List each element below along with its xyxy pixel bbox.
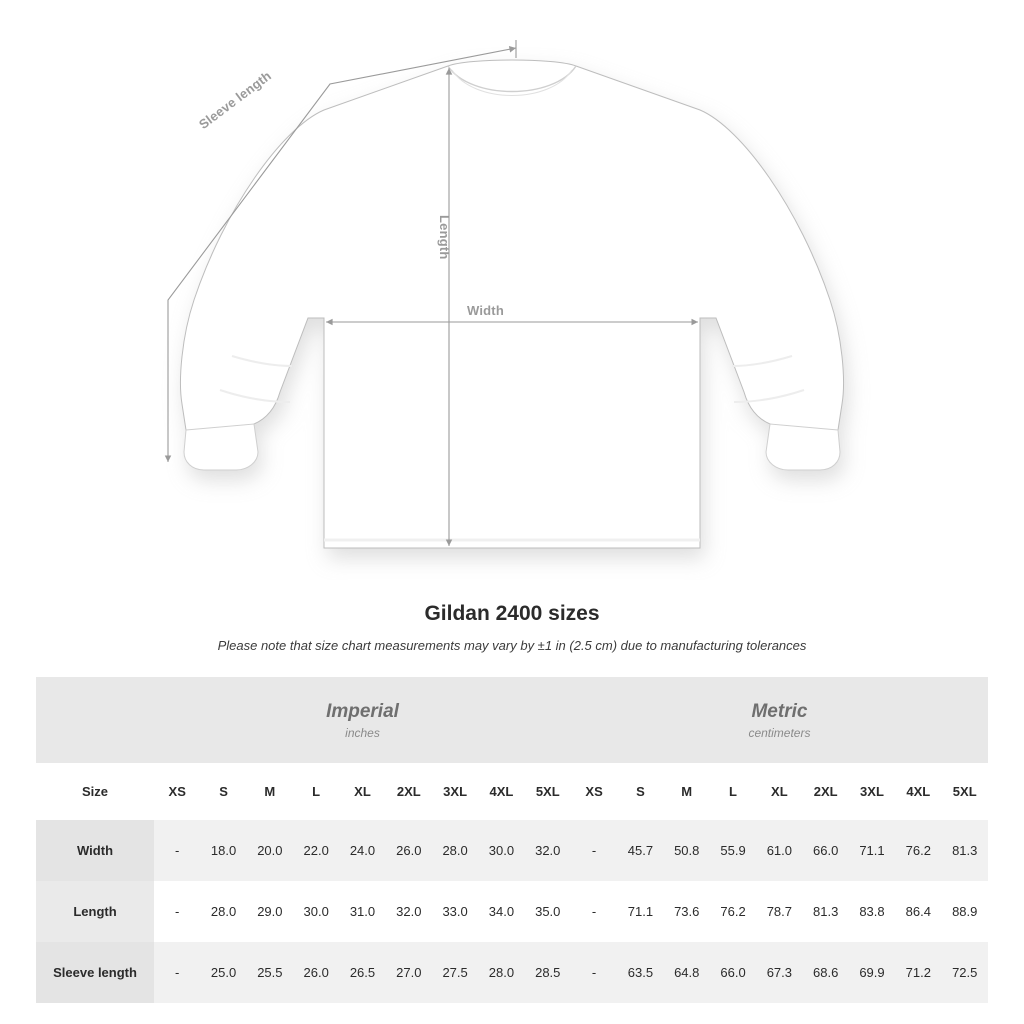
title-block bbox=[0, 602, 1024, 653]
system-header-row bbox=[36, 677, 988, 763]
measurement-value: 25.5 bbox=[247, 942, 293, 1003]
size-column-header: 2XL bbox=[803, 763, 849, 820]
system-header-metric bbox=[571, 677, 988, 763]
measurement-value: 35.0 bbox=[535, 904, 561, 919]
measurement-value: 24.0 bbox=[339, 820, 385, 881]
measurement-value: 32.0 bbox=[396, 904, 422, 919]
size-column-header: 5XL bbox=[525, 763, 571, 820]
size-column-header: XS bbox=[154, 763, 200, 820]
measurement-value: 71.1 bbox=[627, 904, 654, 919]
measurement-value: - bbox=[591, 904, 597, 919]
measurement-value: 28.0 bbox=[478, 942, 524, 1003]
size-column-header: M bbox=[247, 763, 293, 820]
shirt-body-shape bbox=[181, 60, 844, 548]
measurement-value: 26.5 bbox=[339, 942, 385, 1003]
size-column-header: 5XL bbox=[941, 763, 988, 820]
system-name: Imperial bbox=[326, 701, 399, 723]
size-column-header: L bbox=[293, 763, 339, 820]
size-table-wrapper bbox=[36, 677, 988, 1003]
measurement-value: 88.9 bbox=[952, 904, 978, 919]
measurement-value: 81.3 bbox=[941, 820, 988, 881]
width-label: Width bbox=[467, 303, 504, 318]
measurement-label: Length bbox=[36, 881, 154, 942]
system-header-imperial bbox=[154, 677, 571, 763]
table-row bbox=[36, 881, 988, 942]
measurement-value: 33.0 bbox=[442, 904, 468, 919]
measurement-value: - bbox=[571, 942, 617, 1003]
size-column-header: 4XL bbox=[895, 763, 941, 820]
measurement-label: Sleeve length bbox=[36, 942, 154, 1003]
size-column-header: 3XL bbox=[849, 763, 895, 820]
measurement-value: 32.0 bbox=[525, 820, 571, 881]
measurement-value: 73.6 bbox=[674, 904, 700, 919]
measurement-value: - bbox=[154, 820, 200, 881]
measurement-value: 22.0 bbox=[293, 820, 339, 881]
length-label: Length bbox=[437, 215, 452, 260]
measurement-value: 63.5 bbox=[617, 942, 663, 1003]
system-unit: centimeters bbox=[748, 725, 811, 740]
measurement-value: 66.0 bbox=[710, 942, 756, 1003]
table-row bbox=[36, 820, 988, 881]
measurement-value: 27.5 bbox=[432, 942, 478, 1003]
size-column-header: 4XL bbox=[478, 763, 524, 820]
measurement-value: 34.0 bbox=[488, 904, 515, 919]
measurement-value: 28.0 bbox=[210, 904, 237, 919]
measurement-value: 61.0 bbox=[756, 820, 802, 881]
measurement-value: 68.6 bbox=[803, 942, 849, 1003]
measurement-value: 67.3 bbox=[756, 942, 802, 1003]
measurement-value: 26.0 bbox=[386, 820, 432, 881]
system-unit: inches bbox=[345, 725, 380, 740]
size-chart-table bbox=[36, 677, 988, 1003]
measurement-value: 50.8 bbox=[664, 820, 710, 881]
measurement-value: 28.5 bbox=[525, 942, 571, 1003]
size-column-header: M bbox=[664, 763, 710, 820]
measurement-value: 26.0 bbox=[293, 942, 339, 1003]
table-corner-cell bbox=[36, 677, 154, 763]
size-header-row bbox=[36, 763, 988, 820]
size-label-cell: Size bbox=[36, 763, 154, 820]
size-column-header: S bbox=[200, 763, 246, 820]
measurement-value: 83.8 bbox=[859, 904, 885, 919]
measurement-value: 31.0 bbox=[349, 904, 376, 919]
measurement-value: 25.0 bbox=[200, 942, 246, 1003]
size-column-header: 2XL bbox=[386, 763, 432, 820]
measurement-value: 71.2 bbox=[895, 942, 941, 1003]
page-title: Gildan 2400 sizes bbox=[424, 602, 600, 625]
size-column-header: XS bbox=[571, 763, 617, 820]
size-column-header: S bbox=[617, 763, 663, 820]
sleeve-length-label: Sleeve length bbox=[196, 67, 275, 132]
measurement-value: 78.7 bbox=[766, 904, 792, 919]
measurement-value: 45.7 bbox=[617, 820, 663, 881]
measurement-value: 76.2 bbox=[895, 820, 941, 881]
size-column-header: 3XL bbox=[432, 763, 478, 820]
tolerance-note: Please note that size chart measurements may vary by ±1 in (2.5 cm) due to manufacturing tolerances bbox=[217, 638, 807, 653]
measurement-value: 27.0 bbox=[386, 942, 432, 1003]
measurement-value: 30.0 bbox=[478, 820, 524, 881]
measurement-value: - bbox=[571, 820, 617, 881]
measurement-value: 30.0 bbox=[303, 904, 329, 919]
measurement-value: - bbox=[175, 904, 180, 919]
system-name: Metric bbox=[751, 701, 808, 723]
measurement-value: 71.1 bbox=[849, 820, 895, 881]
measurement-value: 72.5 bbox=[941, 942, 988, 1003]
measurement-value: 81.3 bbox=[813, 904, 839, 919]
measurement-value: 64.8 bbox=[664, 942, 710, 1003]
table-row bbox=[36, 942, 988, 1003]
measurement-value: 29.0 bbox=[257, 904, 283, 919]
measurement-value: 20.0 bbox=[247, 820, 293, 881]
size-column-header: XL bbox=[339, 763, 385, 820]
measurement-value: 86.4 bbox=[905, 904, 931, 919]
measurement-value: 76.2 bbox=[720, 904, 746, 919]
measurement-value: 69.9 bbox=[849, 942, 895, 1003]
measurement-value: 18.0 bbox=[200, 820, 246, 881]
measurement-value: 66.0 bbox=[803, 820, 849, 881]
measurement-value: 28.0 bbox=[432, 820, 478, 881]
measurement-label: Width bbox=[36, 820, 154, 881]
size-column-header: XL bbox=[756, 763, 802, 820]
measurement-value: 55.9 bbox=[710, 820, 756, 881]
size-column-header: L bbox=[710, 763, 756, 820]
measurement-value: - bbox=[154, 942, 200, 1003]
